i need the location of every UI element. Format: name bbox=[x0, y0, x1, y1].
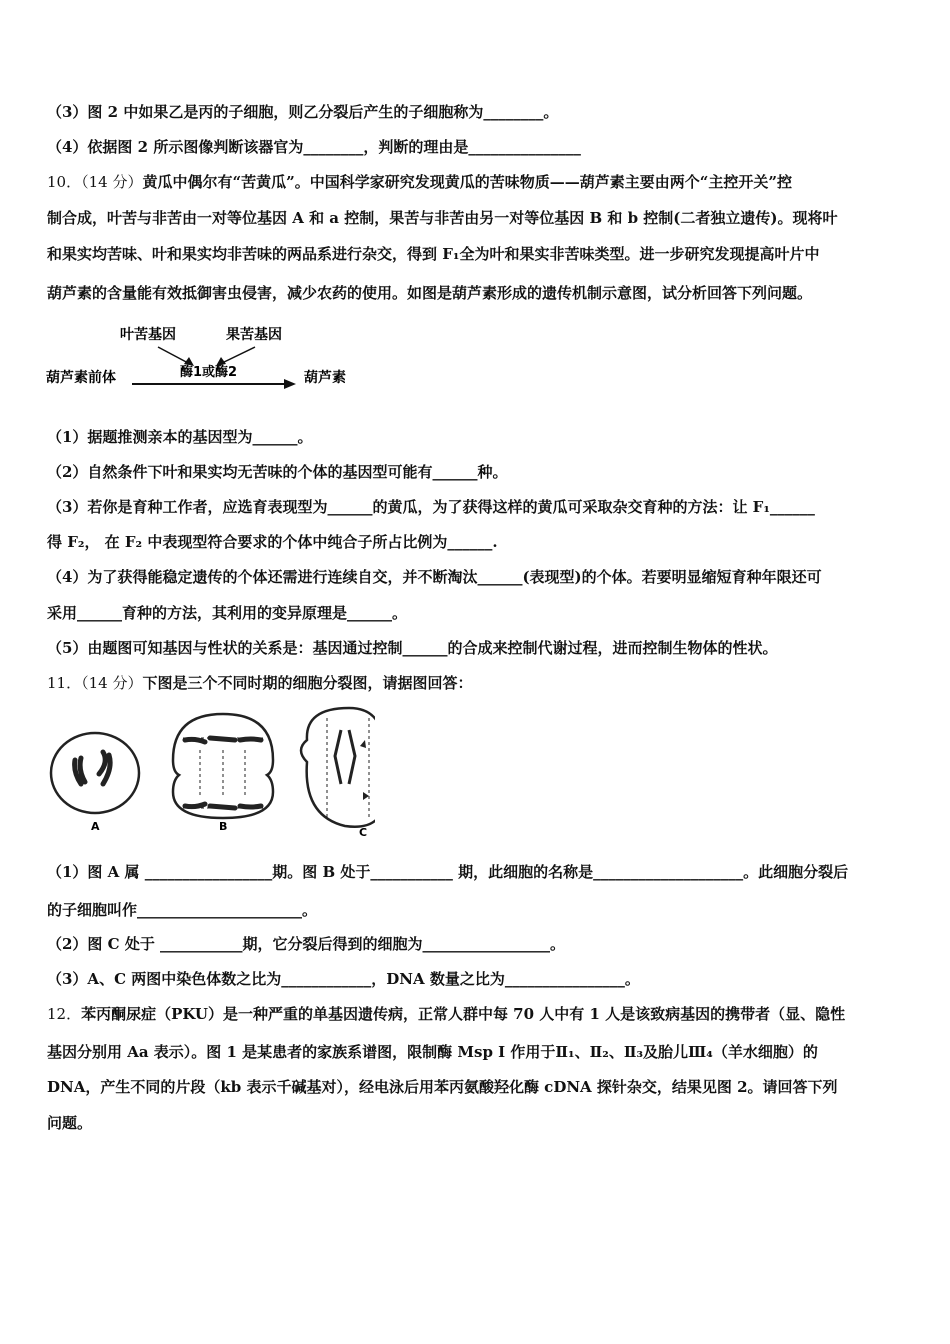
chromosome-a1 bbox=[75, 758, 85, 784]
gene-leaf-arrow bbox=[158, 347, 190, 364]
q12-line3: DNA，产生不同的片段（kb 表示千碱基对），经电泳后用苯丙氨酸羟化酶 cDNA 探针杂交，结果见图 2。请回答下列 bbox=[47, 1078, 838, 1096]
chromosome-a2 bbox=[99, 752, 110, 784]
q10-sub1: （1）据题推测亲本的基因型为______。 bbox=[47, 428, 313, 446]
q9-sub3: （3）图 2 中如果乙是丙的子细胞，则乙分裂后产生的子细胞称为________。 bbox=[47, 103, 559, 121]
q10-line2: 制合成，叶苦与非苦由一对等位基因 A 和 a 控制，果苦与非苦由另一对等位基因 B 和 b 控制(二者独立遗传)。现将叶 bbox=[47, 209, 838, 227]
q11-text: 下图是三个不同时期的细胞分裂图，请据图回答： bbox=[142, 674, 473, 692]
q12-number: 12． bbox=[47, 1005, 82, 1023]
q11-sub1-a: （1）图 A 属 _________________期。图 B 处于___________ 期，此细胞的名称是____________________。此细胞分裂后 bbox=[47, 863, 849, 881]
pathway-arrowhead-icon bbox=[284, 379, 296, 389]
precursor-label: 葫芦素前体 bbox=[46, 370, 116, 386]
q11-sub3: （3）A、C 两图中染色体数之比为____________，DNA 数量之比为________________。 bbox=[47, 970, 640, 988]
cell-division-figures bbox=[45, 700, 375, 840]
q10-sub5: （5）由题图可知基因与性状的关系是：基因通过控制______的合成来控制代谢过程，进而控制生物体的性状。 bbox=[47, 639, 778, 657]
gene-fruit-arrow bbox=[220, 347, 255, 364]
q12-line1 bbox=[47, 1004, 845, 1024]
q10-sub3-a: （3）若你是育种工作者，应选育表现型为______的黄瓜，为了获得这样的黄瓜可采取杂交育种的方法：让 F₁______ bbox=[47, 498, 815, 516]
q10-line3: 和果实均苦味、叶和果实均非苦味的两品系进行杂交，得到 F₁全为叶和果实非苦味类型。进一步研究发现提高叶片中 bbox=[47, 245, 820, 263]
q12-line4: 问题。 bbox=[47, 1114, 93, 1132]
q11-line1 bbox=[47, 673, 472, 693]
q10-number: 10．（14 分） bbox=[47, 173, 143, 191]
q11-sub1-b: 的子细胞叫作______________________。 bbox=[47, 901, 318, 919]
q10-sub4-a: （4）为了获得能稳定遗传的个体还需进行连续自交，并不断淘汰______(表现型)的个体。若要明显缩短育种年限还可 bbox=[47, 568, 822, 586]
q10-sub2: （2）自然条件下叶和果实均无苦味的个体的基因型可能有______种。 bbox=[47, 463, 508, 481]
cell-a-label: A bbox=[91, 820, 100, 833]
q12-text-1: 苯丙酮尿症（PKU）是一种严重的单基因遗传病，正常人群中每 70 人中有 1 人是该致病基因的携带者（显、隐性 bbox=[81, 1005, 846, 1023]
cell-b-label: B bbox=[219, 820, 228, 833]
q10-sub4-b: 采用______育种的方法，其利用的变异原理是______。 bbox=[47, 604, 408, 622]
enzyme-label: 酶1或酶2 bbox=[180, 365, 238, 380]
gene-fruit-label: 果苦基因 bbox=[226, 327, 282, 343]
product-label: 葫芦素 bbox=[304, 370, 346, 386]
q10-text-1: 黄瓜中偶尔有“苦黄瓜”。中国科学家研究发现黄瓜的苦味物质——葫芦素主要由两个“主控开关”控 bbox=[142, 173, 792, 191]
gene-leaf-label: 叶苦基因 bbox=[120, 327, 176, 343]
q11-sub2: （2）图 C 处于 ___________期，它分裂后得到的细胞为_________________。 bbox=[47, 935, 566, 953]
cucurbitacin-pathway-diagram bbox=[40, 320, 370, 400]
q10-sub3-b: 得 F₂， 在 F₂ 中表现型符合要求的个体中纯合子所占比例为______. bbox=[47, 533, 498, 551]
q10-line1 bbox=[47, 172, 792, 192]
cell-c bbox=[301, 708, 375, 839]
q10-line4: 葫芦素的含量能有效抵御害虫侵害，减少农药的使用。如图是葫芦素形成的遗传机制示意图，试分析回答下列问题。 bbox=[47, 284, 813, 302]
cell-a bbox=[51, 733, 139, 833]
cell-b bbox=[173, 714, 273, 833]
cell-c-label: C bbox=[359, 826, 368, 839]
q11-number: 11．（14 分） bbox=[47, 674, 143, 692]
q12-line2: 基因分别用 Aa 表示）。图 1 是某患者的家族系谱图，限制酶 Msp I 作用于Ⅱ₁、Ⅱ₂、Ⅱ₃及胎儿Ⅲ₄（羊水细胞）的 bbox=[47, 1043, 818, 1061]
q9-sub4: （4）依据图 2 所示图像判断该器官为________，判断的理由是_______________ bbox=[47, 138, 581, 156]
